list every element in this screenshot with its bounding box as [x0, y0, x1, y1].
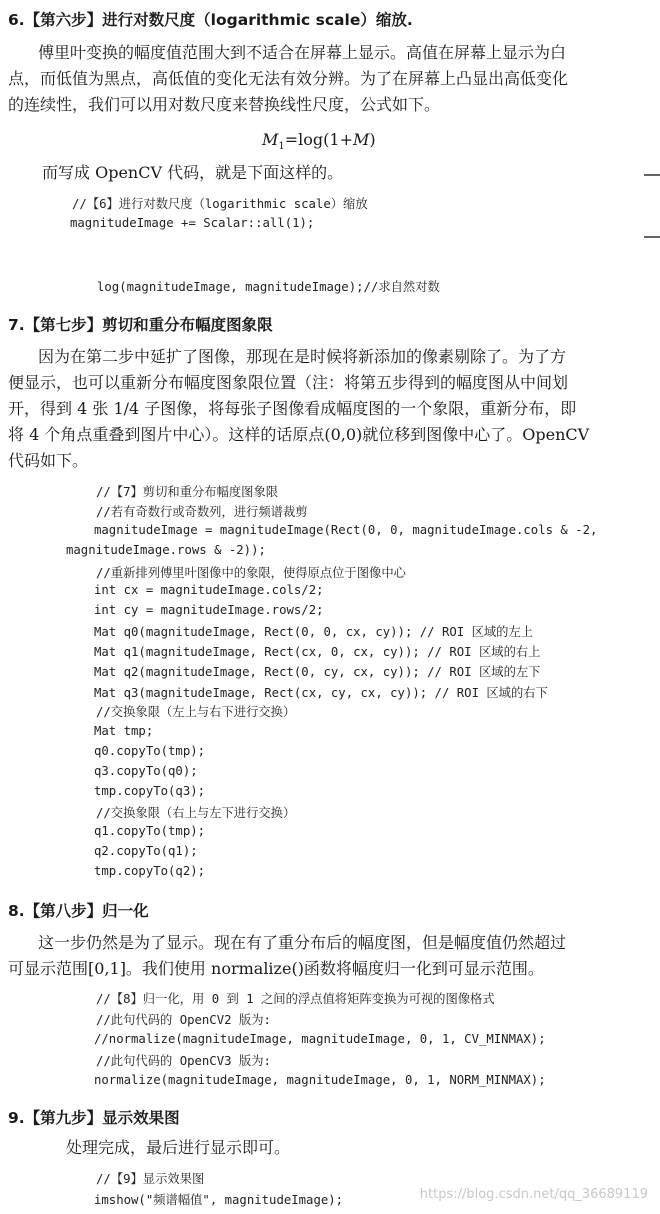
step7-para-line: 将 4 个角点重叠到图片中心）。这样的话原点(0,0)就位移到图像中心了。OpenCV: [8, 425, 590, 444]
code-line: int cy = magnitudeImage.rows/2;: [94, 603, 324, 617]
code-line: //【8】归一化，用 0 到 1 之间的浮点值将矩阵变换为可视的图像格式: [96, 992, 495, 1006]
code-line: //【6】进行对数尺度（logarithmic scale）缩放: [72, 197, 368, 211]
code-line: //【7】剪切和重分布幅度图象限: [96, 485, 279, 499]
code-line: //此句代码的 OpenCV2 版为:: [96, 1013, 271, 1027]
step6-heading: 6.【第六步】进行对数尺度（logarithmic scale）缩放.: [8, 11, 413, 29]
code-line: tmp.copyTo(q2);: [94, 864, 206, 878]
code-line: q0.copyTo(tmp);: [94, 744, 206, 758]
code-line: magnitudeImage = magnitudeImage(Rect(0, 0, magnitudeImage.cols & -2,: [94, 523, 598, 537]
watermark: https://blog.csdn.net/qq_36689119: [419, 1187, 648, 1202]
scroll-marker: [644, 236, 660, 238]
scroll-marker: [644, 174, 660, 176]
code-line: //【9】显示效果图: [96, 1172, 205, 1186]
step9-para-line: 处理完成，最后进行显示即可。: [66, 1138, 291, 1157]
code-line: //若有奇数行或奇数列，进行频谱裁剪: [96, 505, 308, 519]
code-line: Mat q3(magnitudeImage, Rect(cx, cy, cx, cy)); // ROI 区域的右下: [94, 686, 548, 700]
step7-heading: 7.【第七步】剪切和重分布幅度图象限: [8, 316, 273, 334]
code-line: Mat q1(magnitudeImage, Rect(cx, 0, cx, cy)); // ROI 区域的右上: [94, 645, 541, 659]
step6-para-line: 的连续性，我们可以用对数尺度来替换线性尺度，公式如下。: [8, 95, 441, 114]
code-line: normalize(magnitudeImage, magnitudeImage, 0, 1, NORM_MINMAX);: [94, 1073, 546, 1087]
code-line: log(magnitudeImage, magnitudeImage);//求自然对数: [97, 280, 440, 294]
code-line: Mat q2(magnitudeImage, Rect(0, cy, cx, cy)); // ROI 区域的左下: [94, 665, 541, 679]
code-line: magnitudeImage.rows & -2));: [66, 543, 266, 557]
step6-para-line: 点，而低值为黑点，高低值的变化无法有效分辨。为了在屏幕上凸显出高低变化: [8, 69, 569, 88]
code-line: int cx = magnitudeImage.cols/2;: [94, 583, 324, 597]
step6-para-line: 傅里叶变换的幅度值范围大到不适合在屏幕上显示。高值在屏幕上显示为白: [38, 43, 567, 62]
step8-para-line: 可显示范围[0,1]。我们使用 normalize()函数将幅度归一化到可显示范围。: [8, 959, 544, 978]
code-line: q3.copyTo(q0);: [94, 764, 198, 778]
step7-para-line: 开，得到 4 张 1/4 子图像，将每张子图像看成幅度图的一个象限，重新分布，即: [8, 399, 577, 418]
step6-after-text: 而写成 OpenCV 代码，就是下面这样的。: [42, 163, 344, 182]
code-line: Mat tmp;: [94, 724, 154, 738]
code-line: q1.copyTo(tmp);: [94, 824, 206, 838]
step8-para-line: 这一步仍然是为了显示。现在有了重分布后的幅度图，但是幅度值仍然超过: [38, 933, 567, 952]
step7-para-line: 便显示，也可以重新分布幅度图象限位置（注：将第五步得到的幅度图从中间划: [8, 373, 569, 392]
code-line: tmp.copyTo(q3);: [94, 784, 206, 798]
code-line: magnitudeImage += Scalar::all(1);: [70, 216, 315, 230]
code-line: //重新排列傅里叶图像中的象限，使得原点位于图像中心: [96, 566, 406, 580]
code-line: Mat q0(magnitudeImage, Rect(0, 0, cx, cy)); // ROI 区域的左上: [94, 625, 534, 639]
code-line: q2.copyTo(q1);: [94, 844, 198, 858]
log-formula: $M_1=\log(1+M)$: [262, 130, 376, 153]
step7-para-line: 代码如下。: [8, 451, 89, 470]
step7-para-line: 因为在第二步中延扩了图像，那现在是时候将新添加的像素剔除了。为了方: [38, 347, 567, 366]
step8-heading: 8.【第八步】归一化: [8, 902, 149, 920]
code-line: //交换象限（右上与左下进行交换）: [96, 806, 296, 820]
code-line: imshow("频谱幅值", magnitudeImage);: [94, 1193, 344, 1207]
step9-heading: 9.【第九步】显示效果图: [8, 1109, 180, 1127]
code-line: //normalize(magnitudeImage, magnitudeImage, 0, 1, CV_MINMAX);: [94, 1032, 546, 1046]
code-line: //交换象限（左上与右下进行交换）: [96, 705, 296, 719]
code-line: //此句代码的 OpenCV3 版为:: [96, 1054, 271, 1068]
